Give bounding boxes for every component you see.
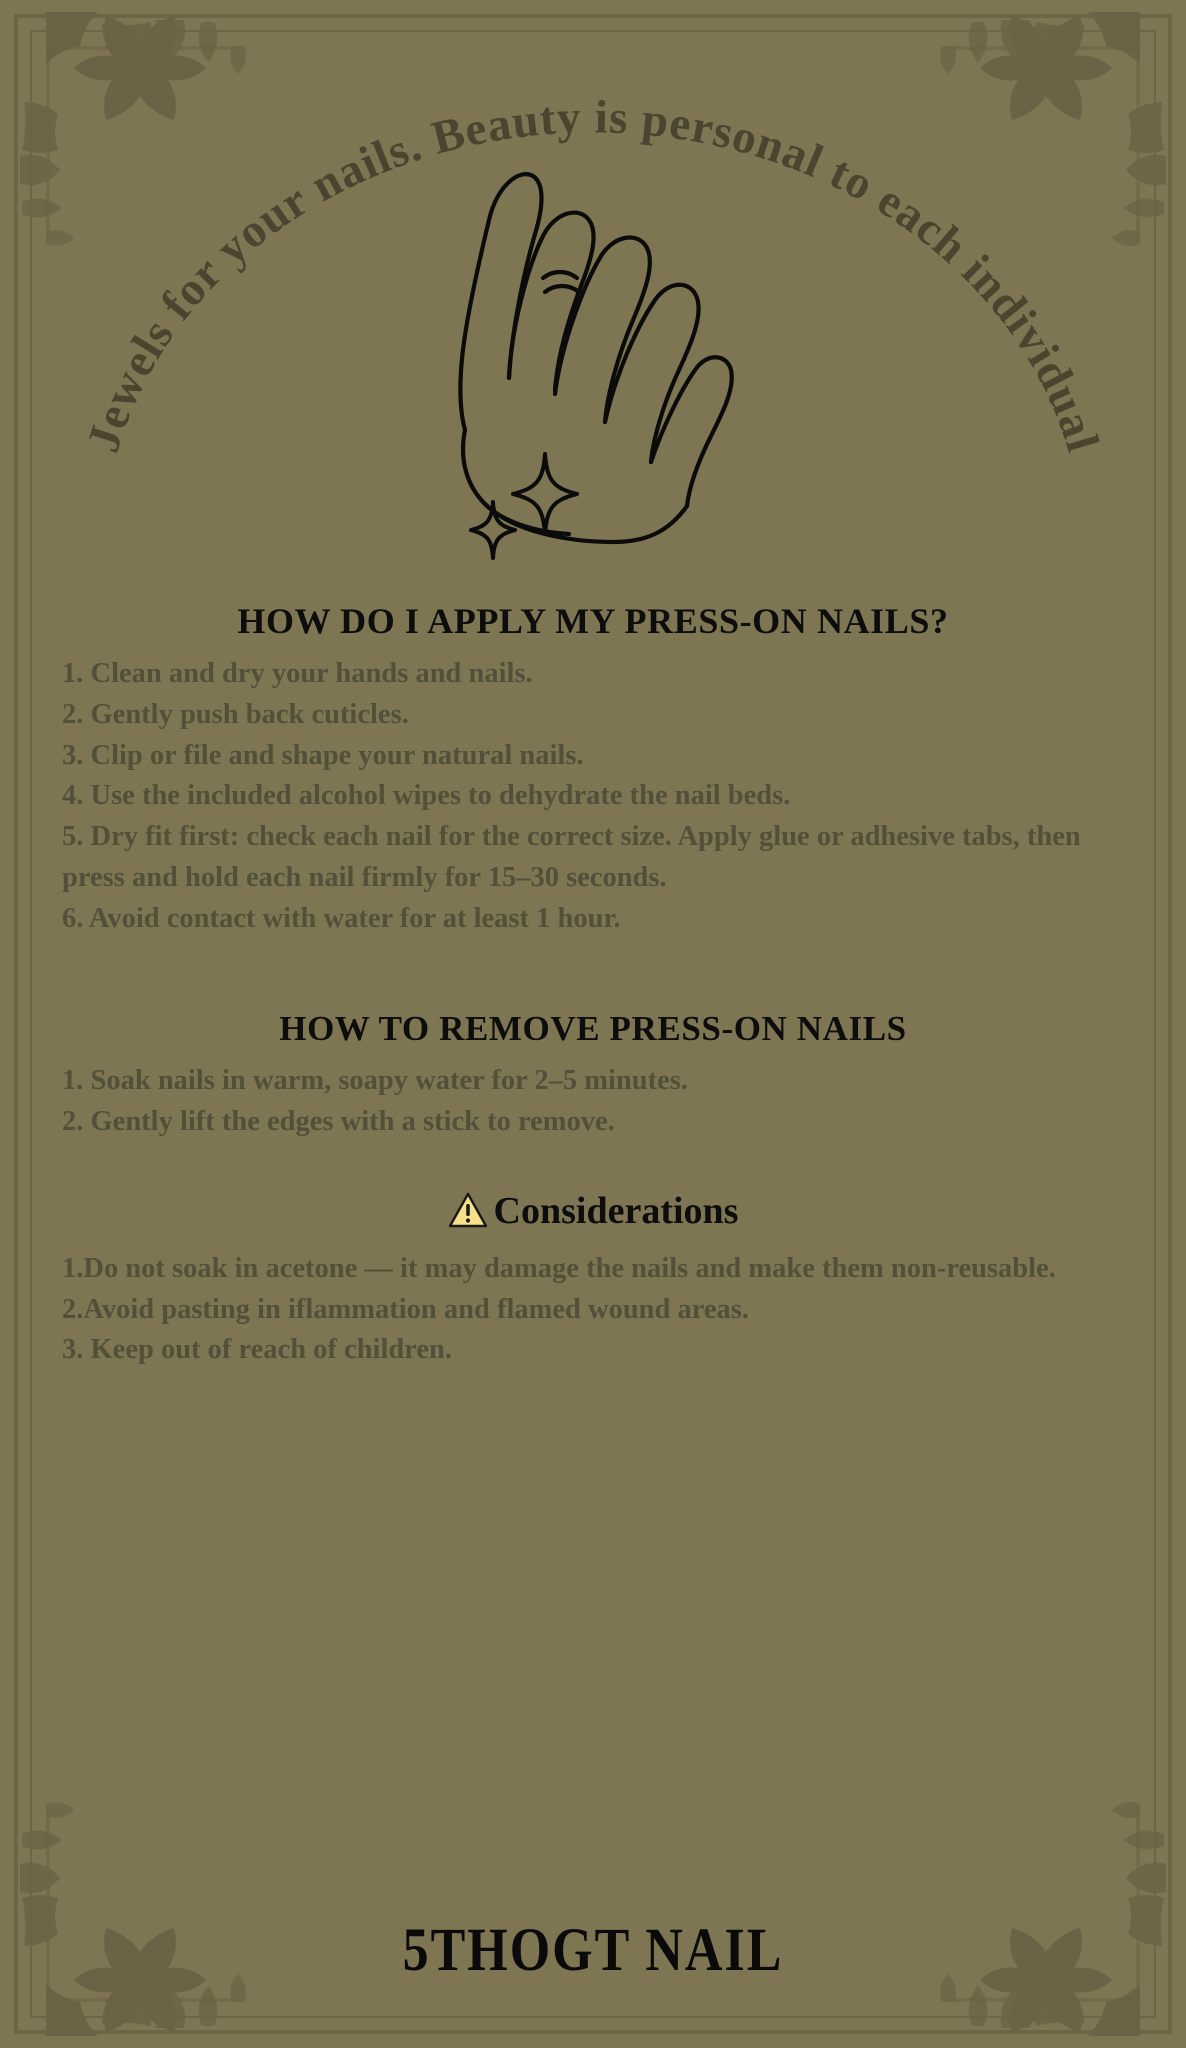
list-item: 1. Soak nails in warm, soapy water for 2–5 minutes.: [62, 1065, 688, 1097]
list-item: 6. Avoid contact with water for at least 1 hour.: [62, 902, 621, 934]
list-item: 3. Keep out of reach of children.: [62, 1334, 452, 1366]
section-title-remove: HOW TO REMOVE PRESS-ON NAILS: [279, 1009, 907, 1049]
list-item: 2.Avoid pasting in iflammation and flamed wound areas.: [62, 1293, 750, 1325]
hand-illustration: [393, 150, 793, 570]
list-item: 4. Use the included alcohol wipes to dehydrate the nail beds.: [62, 780, 791, 812]
list-item: 1. Clean and dry your hands and nails.: [62, 658, 533, 689]
list-item: 2. Gently push back cuticles.: [62, 698, 409, 730]
instructions-content: [62, 600, 1124, 1371]
warning-icon: [448, 1191, 488, 1231]
arc-tagline-text: Jewels for your nails. Beauty is personal to each individual: [77, 91, 1109, 459]
section-title-apply: HOW DO I APPLY MY PRESS-ON NAILS?: [237, 601, 949, 641]
list-item: 5. Dry fit first: check each nail for the correct size. Apply glue or adhesive tabs, then press and hold each nail firmly for 15–30 seconds.: [62, 821, 1081, 893]
list-item: 1.Do not soak in acetone — it may damage the nails and make them non-reusable.: [62, 1252, 1056, 1284]
remove-steps-list: [62, 1061, 1124, 1143]
considerations-label: Considerations: [493, 1189, 739, 1232]
apply-steps-list: [62, 654, 1124, 939]
considerations-list: [62, 1249, 1124, 1371]
brand-name: 5THOGT NAIL: [402, 1916, 784, 1985]
list-item: 2. Gently lift the edges with a stick to remove.: [62, 1106, 615, 1137]
list-item: 3. Clip or file and shape your natural nails.: [62, 739, 584, 771]
section-title-considerations: [62, 1189, 1124, 1233]
